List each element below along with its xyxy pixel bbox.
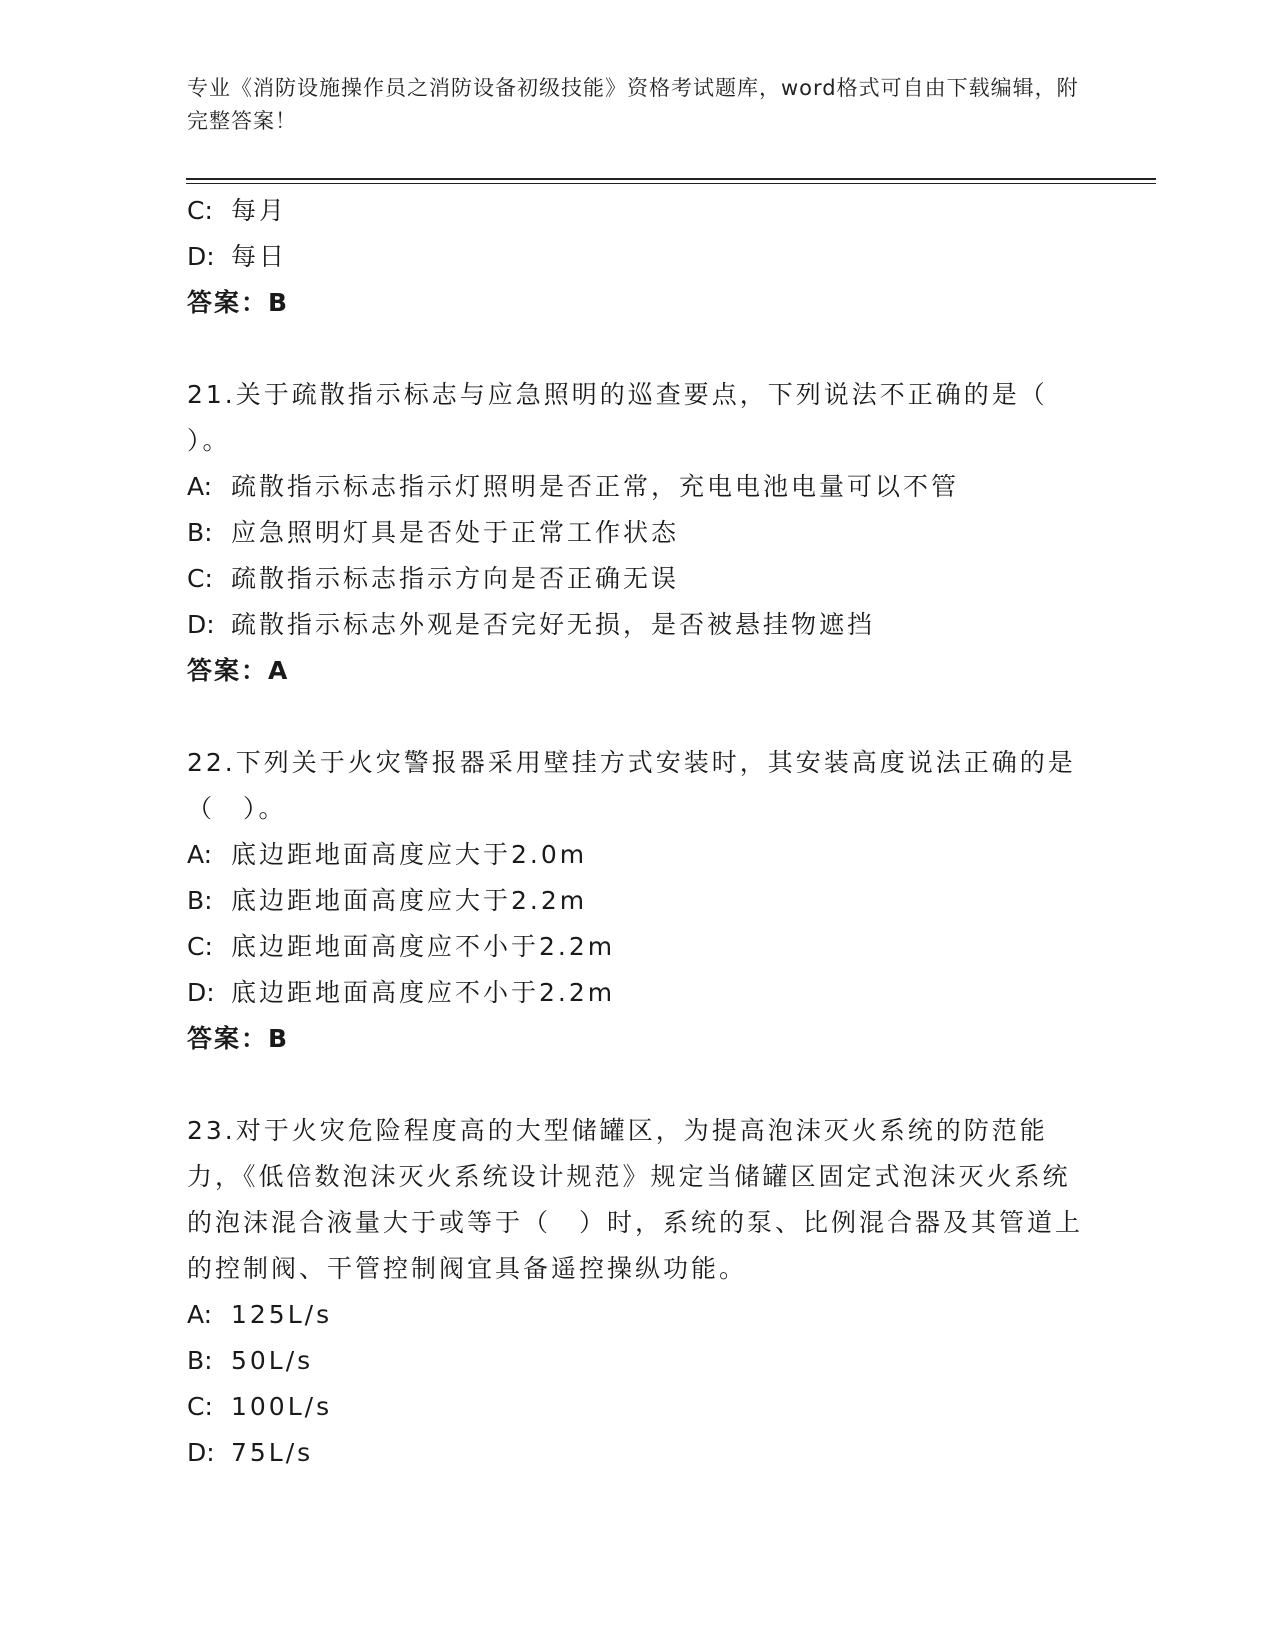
option-text: 底边距地面高度应大于2.2m <box>231 886 588 915</box>
option-label: C: <box>187 932 213 961</box>
option-b <box>187 510 1087 556</box>
option-d <box>187 234 1087 280</box>
option-d <box>187 970 1087 1016</box>
option-text: 每月 <box>231 196 288 225</box>
answer-line: 答案：B <box>187 288 290 317</box>
option-label: B: <box>187 886 213 915</box>
answer-line: 答案：B <box>187 1024 290 1053</box>
option-c <box>187 188 1087 234</box>
option-c <box>187 1384 1087 1430</box>
option-label: A: <box>187 472 213 501</box>
option-c <box>187 924 1087 970</box>
option-text: 疏散指示标志指示方向是否正确无误 <box>231 564 680 593</box>
option-c <box>187 556 1087 602</box>
option-label: B: <box>187 1346 213 1375</box>
header-rule-thin <box>186 183 1156 184</box>
header-rule-thick <box>186 178 1156 180</box>
document-header: 专业《消防设施操作员之消防设备初级技能》资格考试题库，word格式可自由下载编辑，附完整答案！ <box>187 76 1079 133</box>
option-label: A: <box>187 840 213 869</box>
question-stem: 21.关于疏散指示标志与应急照明的巡查要点，下列说法不正确的是（ ）。 <box>187 380 1048 455</box>
question-stem: 23.对于火灾危险程度高的大型储罐区，为提高泡沫灭火系统的防范能力，《低倍数泡沫灭火系统设计规范》规定当储罐区固定式泡沫灭火系统的泡沫混合液量大于或等于（ ）时，系统的泵、比例混合器及其管道上的控制阀、干管控制阀宜具备遥控操纵功能。 <box>187 1116 1084 1283</box>
option-a <box>187 464 1087 510</box>
option-text: 底边距地面高度应大于2.0m <box>231 840 588 869</box>
option-b <box>187 1338 1087 1384</box>
option-text: 50L/s <box>231 1346 314 1375</box>
option-b <box>187 878 1087 924</box>
option-text: 底边距地面高度应不小于2.2m <box>231 932 616 961</box>
option-text: 疏散指示标志外观是否完好无损，是否被悬挂物遮挡 <box>231 610 876 639</box>
question-list <box>187 188 1087 1476</box>
option-label: D: <box>187 610 215 639</box>
option-label: C: <box>187 196 213 225</box>
option-label: C: <box>187 1392 213 1421</box>
option-label: D: <box>187 978 215 1007</box>
option-text: 底边距地面高度应不小于2.2m <box>231 978 616 1007</box>
option-label: C: <box>187 564 213 593</box>
option-label: B: <box>187 518 213 547</box>
option-text: 125L/s <box>231 1300 333 1329</box>
answer-line: 答案：A <box>187 656 290 685</box>
option-text: 疏散指示标志指示灯照明是否正常，充电电池电量可以不管 <box>231 472 960 501</box>
option-label: D: <box>187 1438 215 1467</box>
option-text: 75L/s <box>231 1438 314 1467</box>
option-a <box>187 832 1087 878</box>
option-d <box>187 602 1087 648</box>
option-text: 应急照明灯具是否处于正常工作状态 <box>231 518 680 547</box>
option-label: D: <box>187 242 215 271</box>
option-text: 100L/s <box>231 1392 333 1421</box>
option-label: A: <box>187 1300 213 1329</box>
option-text: 每日 <box>231 242 288 271</box>
question-stem: 22.下列关于火灾警报器采用壁挂方式安装时，其安装高度说法正确的是（ ）。 <box>187 748 1076 823</box>
option-d <box>187 1430 1087 1476</box>
option-a <box>187 1292 1087 1338</box>
